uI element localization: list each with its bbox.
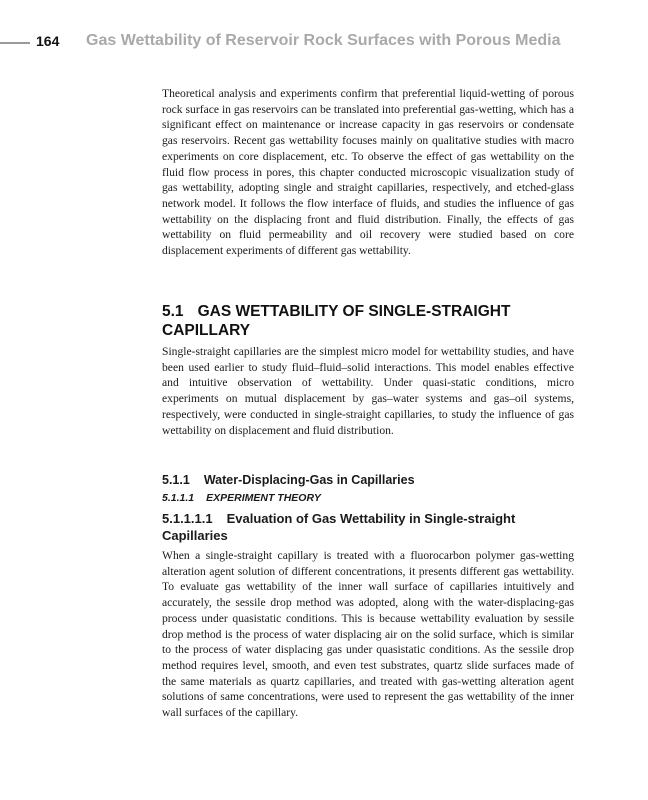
section-paragraph: Single-straight capillaries are the simplest micro model for wettability studies, and have been used earlier to study fluid–fluid–solid interactions. This model enables effective and intuitive observation of wettability. Under quasi-static conditions, micro experiments on mutual displacement by gas–water systems and gas–oil systems, respectively, were conducted in single-straight capillaries, to study the influence of gas wettability on displacement and fluid distribution. [162, 345, 574, 437]
subsubsection-title: EXPERIMENT THEORY [206, 492, 321, 504]
subsubsection-number: 5.1.1.1 [162, 492, 195, 504]
section-title: GAS WETTABILITY OF SINGLE-STRAIGHT CAPILLARY [162, 303, 511, 339]
subsubsection-heading [162, 491, 574, 505]
subsection-number: 5.1.1 [162, 473, 190, 487]
subsection-heading [162, 472, 574, 488]
subsection-title: Water-Displacing-Gas in Capillaries [203, 473, 415, 487]
subsection-block [162, 472, 574, 721]
intro-block [162, 86, 574, 259]
section-number: 5.1 [162, 303, 184, 320]
subsubsubsection-number: 5.1.1.1.1 [162, 511, 213, 526]
page-number: 164 [36, 33, 60, 49]
section-heading [162, 302, 574, 340]
section-5-1-block [162, 302, 574, 438]
header-rule [0, 42, 30, 44]
intro-paragraph: Theoretical analysis and experiments confirm that preferential liquid-wetting of porous rock surface in gas reservoirs can be translated into preferential gas-wetting, which has a significant effect on maintenance or increase capacity in gas reservoirs or condensate gas reservoirs. Recent gas wettability focuses mainly on qualitative studies with macro experiments on core displacement, etc. To observe the effect of gas wettability on the fluid flow process in pores, this chapter conducted microscopic visualization study of gas wettability, adopting single and straight capillaries, respectively, and etched-glass network model. It follows the flow interface of fluids, and studies the influence of gas wettability on the displacing front and fluid distribution. Finally, the effects of gas wettability on fluid permeability and oil recovery were studied based on core displacement experiments of different gas wettability. [162, 87, 574, 258]
subsubsubsection-title: Evaluation of Gas Wettability in Single-straight Capillaries [162, 511, 516, 543]
running-title: Gas Wettability of Reservoir Rock Surfaces with Porous Media [86, 32, 561, 49]
subsubsubsection-paragraph: When a single-straight capillary is treated with a fluorocarbon polymer gas-wetting alteration agent solution of different concentrations, it presents different gas wettability. To evaluate gas wettability of the inner wall surface of capillaries intuitively and accurately, the sessile drop method was adopted, along with the water-displacing-gas process under quasistatic conditions. This is because wettability evaluation by sessile drop method is the process of water displacing air on the solid surface, which is similar to the process of water displacing gas under quasistatic conditions. As the sessile drop method requires level, smooth, and even test substrates, quartz slide surfaces made of the same materials as quartz capillaries, and treated with gas-wetting alteration agent solutions of same concentrations, were used to represent the gas wettability of the inner wall surfaces of the capillary. [162, 549, 574, 720]
subsubsubsection-heading [162, 510, 574, 544]
